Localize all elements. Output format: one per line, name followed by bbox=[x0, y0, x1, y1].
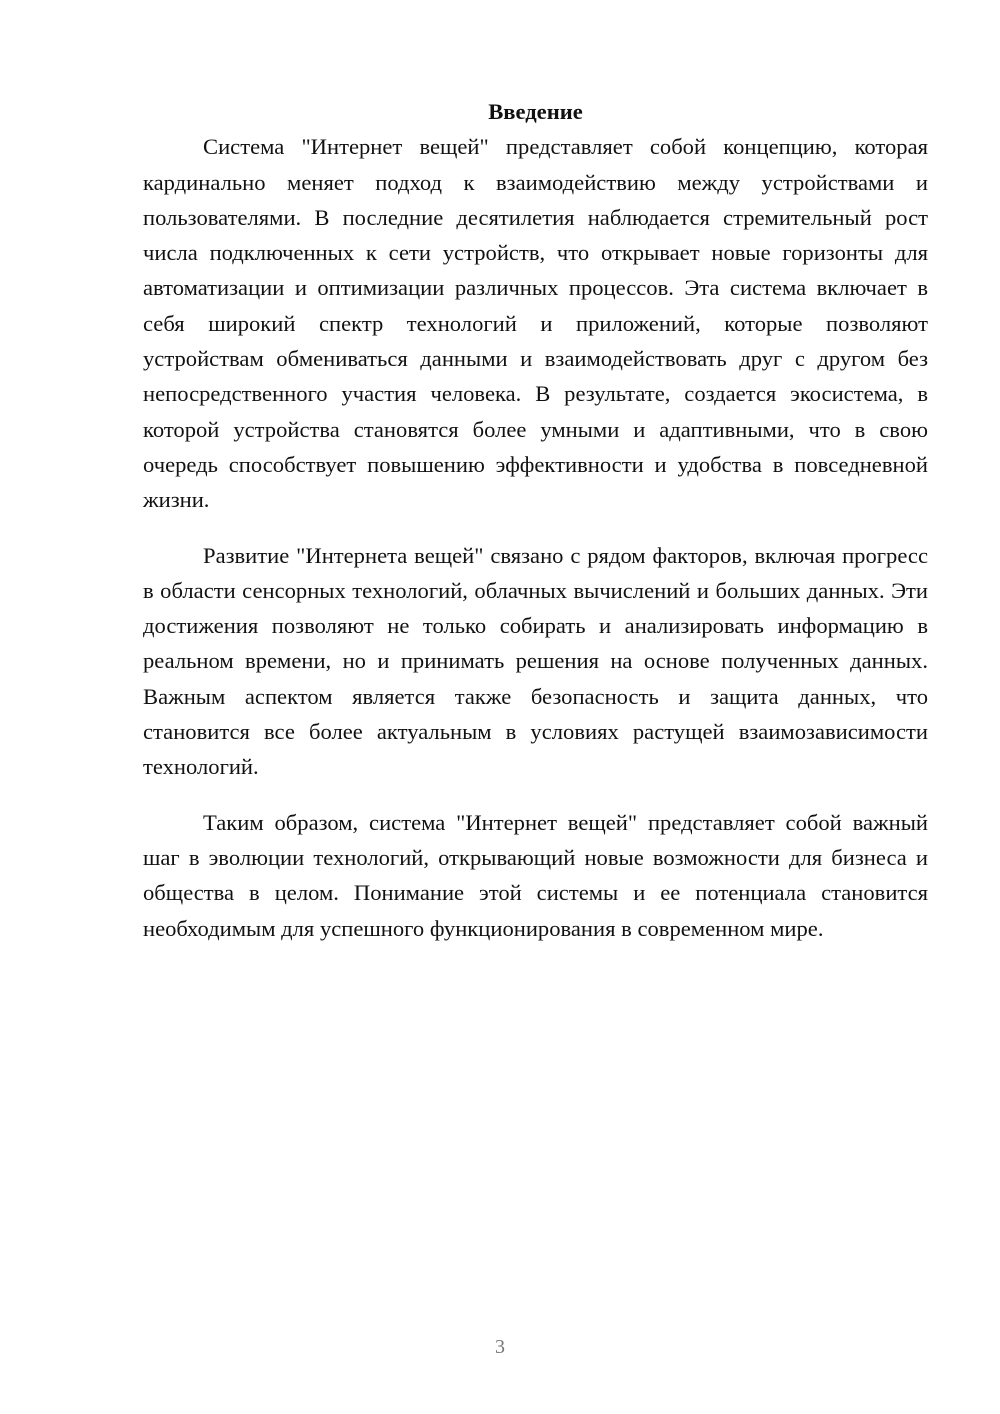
paragraph-3: Таким образом, система "Интернет вещей" представляет собой важный шаг в эволюции технологий, открывающий новые возможности для бизнеса и общества в целом. Понимание этой системы и ее потенциала становится необходимым для успешного функционирования в современном мире. bbox=[143, 809, 928, 941]
paragraph-1: Система "Интернет вещей" представляет собой концепцию, которая кардинально меняет подход к взаимодействию между устройствами и пользователями. В последние десятилетия наблюдается стремительный рост числа подключенных к сети устройств, что открывает новые горизонты для автоматизации и оптимизации различных процессов. Эта система включает в себя широкий спектр технологий и приложений, которые позволяют устройствам обмениваться данными и взаимодействовать друг с другом без непосредственного участия человека. В результате, создается экосистема, в которой устройства становятся более умными и адаптивными, что в свою очередь способствует повышению эффективности и удобства в повседневной жизни. bbox=[143, 134, 928, 513]
page-content bbox=[143, 94, 928, 946]
page-title: Введение bbox=[488, 99, 583, 124]
paragraph-2: Развитие "Интернета вещей" связано с рядом факторов, включая прогресс в области сенсорных технологий, облачных вычислений и больших данных. Эти достижения позволяют не только собирать и анализировать информацию в реальном времени, но и принимать решения на основе полученных данных. Важным аспектом является также безопасность и защита данных, что становится все более актуальным в условиях растущей взаимозависимости технологий. bbox=[143, 542, 928, 780]
page-number: 3 bbox=[495, 1336, 505, 1358]
